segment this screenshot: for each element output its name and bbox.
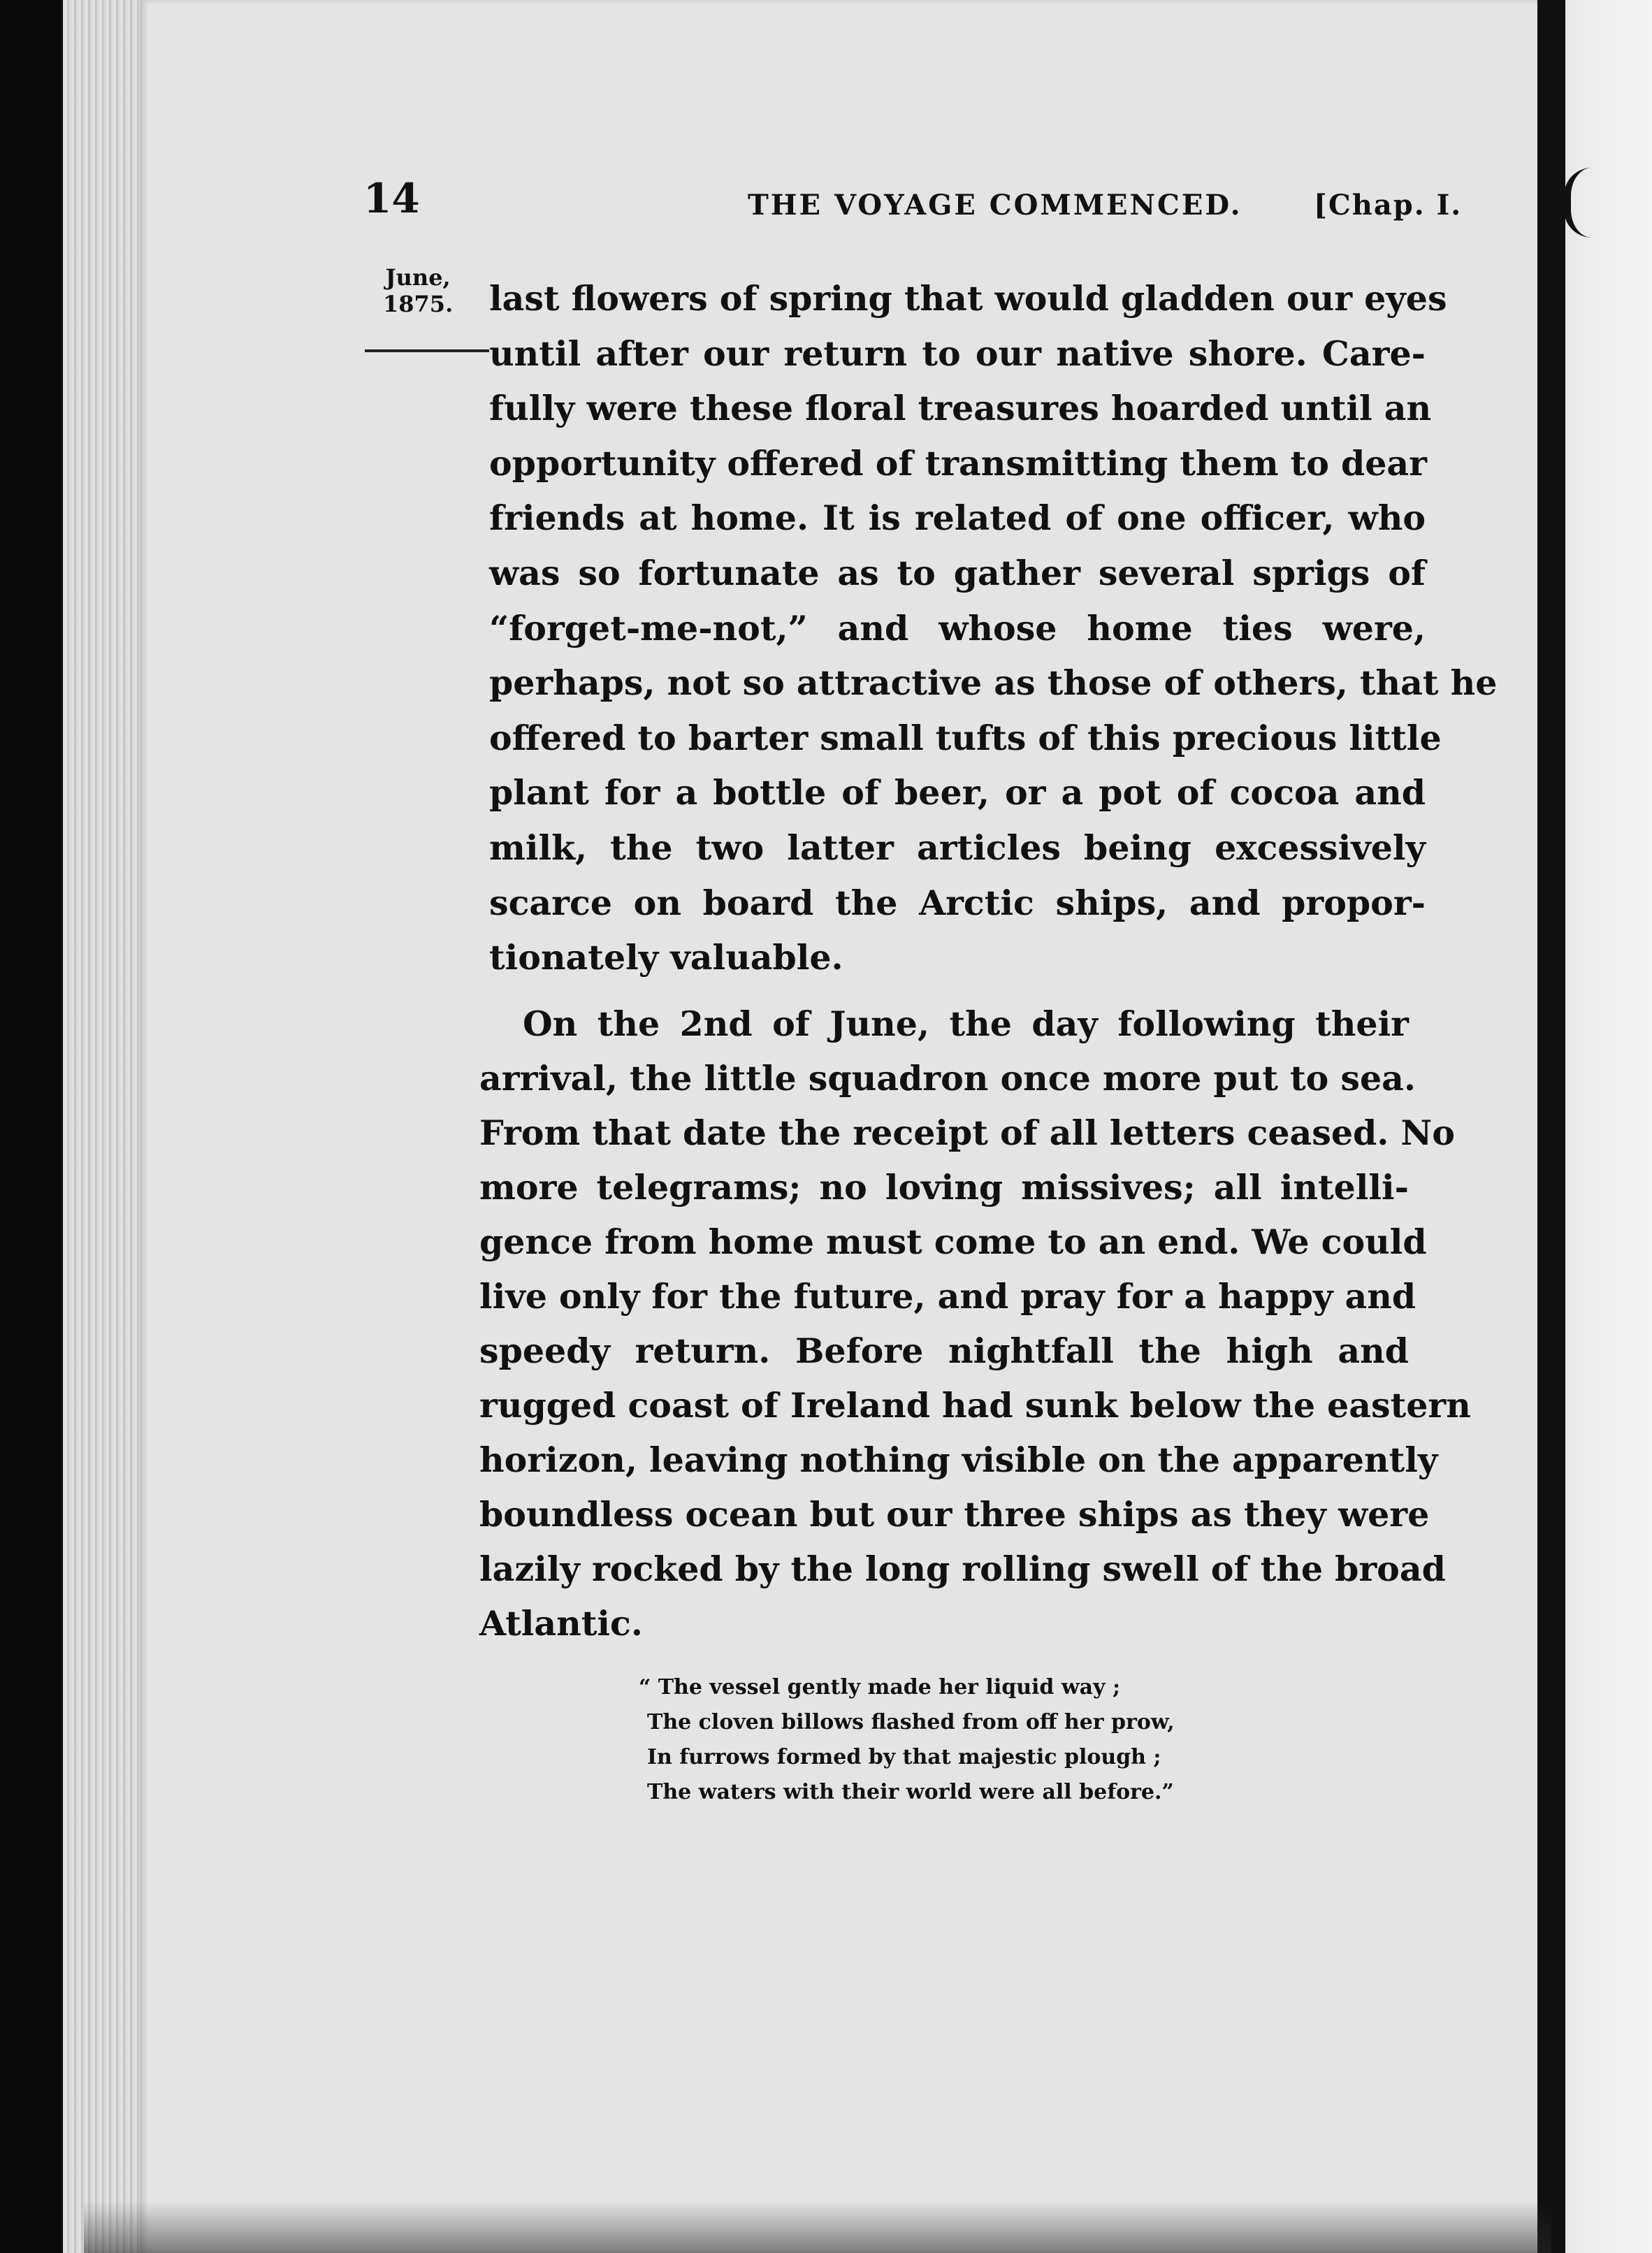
margin-date-note xyxy=(383,264,453,317)
text-line: live only for the future, and pray for a happy and xyxy=(479,1276,1416,1317)
verse-quotation xyxy=(639,1670,1175,1810)
text-line: From that date the receipt of all letters ceased. No xyxy=(479,1113,1455,1153)
text-line: “forget-me-not,” and whose home ties were, xyxy=(489,607,1426,649)
margin-year: 1875. xyxy=(383,291,454,317)
text-line: gence from home must come to an end. We could xyxy=(479,1222,1427,1262)
text-line: friends at home. It is related of one officer, who xyxy=(489,498,1426,539)
text-line: rugged coast of Ireland had sunk below the eastern xyxy=(479,1385,1471,1426)
binding-mark xyxy=(1564,168,1606,238)
running-head: THE VOYAGE COMMENCED. xyxy=(748,189,1242,222)
verse-line: The waters with their world were all before.” xyxy=(647,1780,1174,1804)
text-line: plant for a bottle of beer, or a pot of cocoa and xyxy=(489,772,1426,813)
text-line: tionately valuable. xyxy=(489,937,843,978)
text-line: milk, the two latter articles being excessively xyxy=(489,827,1426,868)
verse-line: In furrows formed by that majestic plough ; xyxy=(647,1745,1161,1769)
margin-month: June, xyxy=(385,264,451,291)
text-line: offered to barter small tufts of this precious little xyxy=(489,717,1442,758)
text-line: lazily rocked by the long rolling swell of the broad xyxy=(479,1549,1446,1589)
text-line: was so fortunate as to gather several sprigs of xyxy=(489,552,1426,593)
text-line: speedy return. Before nightfall the high and xyxy=(479,1331,1409,1371)
text-line: arrival, the little squadron once more put to sea. xyxy=(479,1058,1416,1099)
text-line: more telegrams; no loving missives; all intelli- xyxy=(479,1167,1409,1208)
chapter-reference: [Chap. I. xyxy=(1314,189,1463,222)
bottom-shadow xyxy=(84,2201,1551,2253)
text-line: horizon, leaving nothing visible on the apparently xyxy=(479,1440,1438,1480)
verse-line: “ The vessel gently made her liquid way ; xyxy=(639,1675,1121,1700)
text-line: boundless ocean but our three ships as they were xyxy=(479,1494,1430,1535)
text-line: scarce on board the Arctic ships, and propor- xyxy=(489,882,1426,923)
margin-rule xyxy=(365,349,489,352)
page-number: 14 xyxy=(363,175,420,222)
text-line: fully were these floral treasures hoarded until an xyxy=(489,388,1432,429)
paragraph-2 xyxy=(479,997,1471,1651)
verse-line: The cloven billows flashed from off her prow, xyxy=(647,1710,1175,1734)
text-line: Atlantic. xyxy=(479,1603,643,1644)
text-line: last flowers of spring that would gladden our eyes xyxy=(489,278,1447,319)
facing-page-edge xyxy=(1565,0,1652,2253)
text-line: until after our return to our native shore. Care- xyxy=(489,333,1426,374)
text-line: perhaps, not so attractive as those of others, that he xyxy=(489,662,1498,704)
paragraph-1 xyxy=(489,271,1498,985)
binding-shadow xyxy=(1537,0,1565,2253)
text-line: On the 2nd of June, the day following their xyxy=(523,1004,1409,1044)
text-line: opportunity offered of transmitting them to dear xyxy=(489,442,1427,484)
